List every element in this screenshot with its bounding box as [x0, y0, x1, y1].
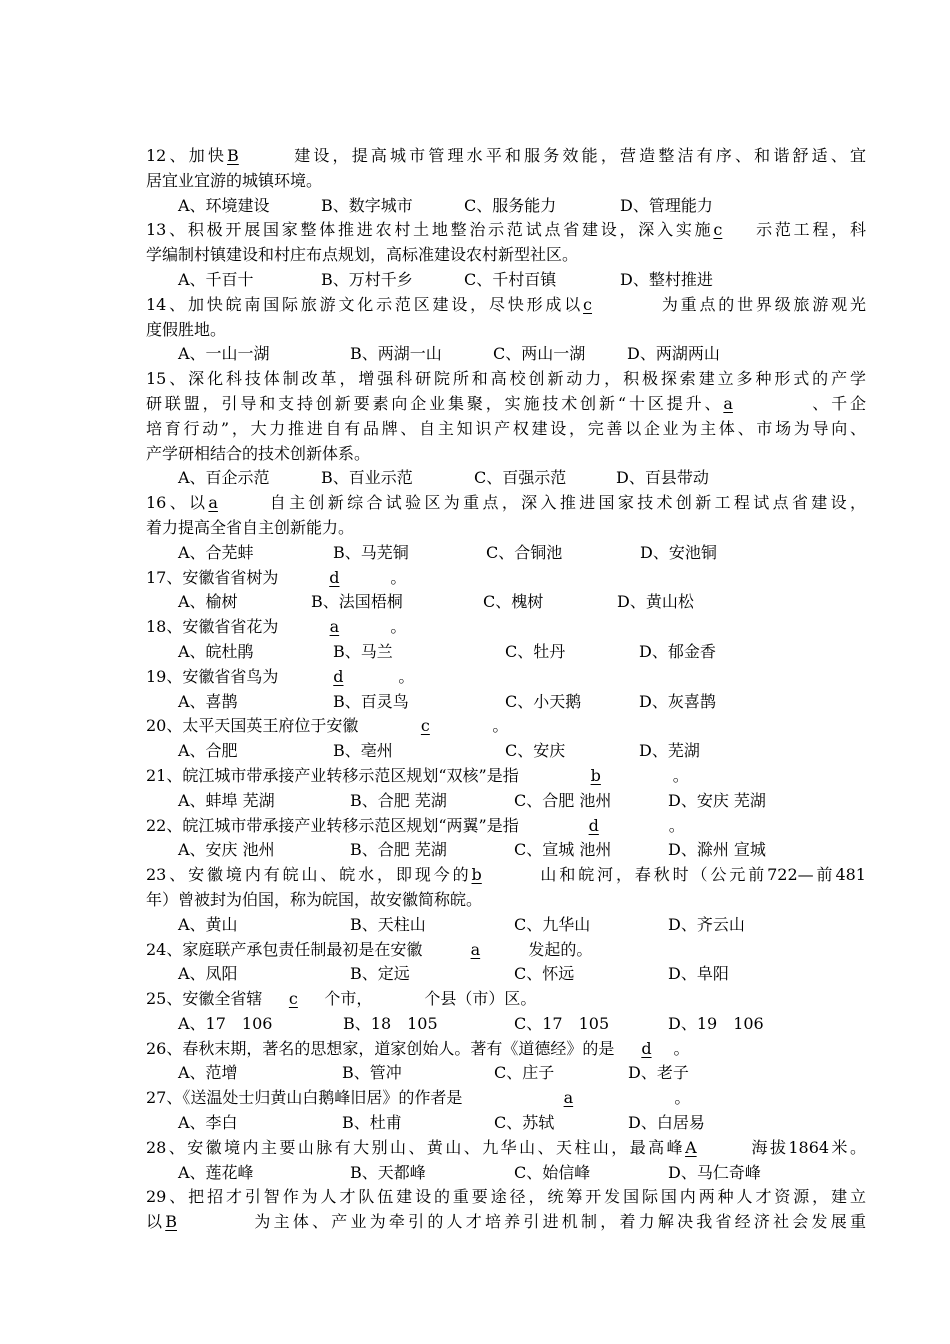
option-b: B、合肥 芜湖 — [350, 840, 447, 860]
question-text: 学编制村镇建设和村庄布点规划，高标准建设农村新型社区。 — [146, 245, 579, 265]
option-a: A、喜鹊 — [178, 691, 238, 711]
option-c: C、合肥 池州 — [514, 790, 612, 810]
option-a: A、李白 — [178, 1113, 238, 1133]
option-c: C、安庆 — [505, 741, 566, 761]
question-text: 年）曾被封为伯国，称为皖国，故安徽简称皖。 — [146, 889, 483, 909]
option-b: B、百业示范 — [321, 468, 413, 488]
options-row — [146, 913, 866, 938]
question-20 — [146, 714, 866, 764]
question-text: 。 — [668, 815, 685, 835]
option-b: B、亳州 — [333, 741, 393, 761]
option-c: C、庄子 — [494, 1063, 555, 1083]
option-d: D、两湖两山 — [627, 344, 720, 364]
option-d: D、马仁奇峰 — [668, 1162, 761, 1182]
option-d: D、黄山松 — [617, 592, 694, 612]
question-text: 14、加快皖南国际旅游文化示范区建设，尽快形成以 — [146, 294, 584, 314]
question-text: 着力提高全省自主创新能力。 — [146, 517, 355, 537]
question-text: 自主创新综合试验区为重点，深入推进国家技术创新工程试点省建设， — [266, 493, 866, 513]
option-d: D、齐云山 — [668, 914, 745, 934]
option-c: C、宣城 池州 — [514, 840, 612, 860]
option-a: A、环境建设 — [178, 195, 270, 215]
question-text: 个市， — [324, 989, 373, 1009]
question-text: 为主体、产业为牵引的人才培养引进机制，着力解决我省经济社会发展重 — [251, 1212, 866, 1232]
option-b: B、杜甫 — [342, 1113, 402, 1133]
answer-blank: a — [563, 1088, 574, 1108]
question-text: 13、积极开展国家整体推进农村土地整治示范试点省建设，深入实施 — [146, 220, 714, 240]
options-row — [146, 194, 866, 219]
option-d: D、老子 — [628, 1063, 689, 1083]
options-row — [146, 640, 866, 665]
answer-blank: B — [165, 1212, 177, 1232]
question-text: 、千企 — [809, 393, 866, 413]
question-text: 。 — [673, 1038, 690, 1058]
option-c: C、合铜池 — [486, 542, 563, 562]
question-17 — [146, 566, 866, 616]
option-c: C、千村百镇 — [464, 269, 557, 289]
answer-blank: B — [227, 146, 239, 165]
question-29 — [146, 1185, 866, 1235]
option-d: D、百县带动 — [616, 468, 709, 488]
option-a: A、17 106 — [178, 1013, 273, 1033]
option-d: D、安池铜 — [640, 542, 717, 562]
options-row — [146, 590, 866, 615]
question-text: 12、加快 — [146, 146, 228, 165]
option-b: B、两湖一山 — [350, 344, 442, 364]
option-d: D、滁州 宣城 — [668, 840, 766, 860]
question-text: 21、皖江城市带承接产业转移示范区规划“双核”是指 — [146, 765, 519, 785]
option-d: D、阜阳 — [668, 964, 729, 984]
option-a: A、皖杜鹃 — [178, 641, 254, 661]
question-28 — [146, 1136, 866, 1186]
option-b: B、天都峰 — [350, 1162, 426, 1182]
option-c: C、槐树 — [483, 592, 544, 612]
options-row — [146, 962, 866, 987]
option-a: A、千百十 — [178, 269, 254, 289]
answer-blank: c — [288, 989, 298, 1009]
question-text: 23、安徽境内有皖山、皖水，即现今的 — [146, 865, 472, 885]
question-15 — [146, 367, 866, 491]
option-b: B、百灵鸟 — [333, 691, 409, 711]
option-c: C、百强示范 — [474, 468, 567, 488]
option-c: C、小天鹅 — [505, 691, 582, 711]
option-d: D、芜湖 — [639, 741, 700, 761]
option-b: B、管冲 — [342, 1063, 402, 1083]
options-row — [146, 838, 866, 863]
option-a: A、黄山 — [178, 914, 238, 934]
options-row — [146, 690, 866, 715]
question-text: 山和皖河，春秋时（公元前722—前481 — [537, 865, 866, 885]
answer-blank: d — [333, 666, 344, 686]
option-d: D、19 106 — [668, 1013, 764, 1033]
question-13 — [146, 218, 866, 292]
option-c: C、17 105 — [514, 1013, 610, 1033]
option-c: C、九华山 — [514, 914, 591, 934]
answer-blank: a — [723, 393, 733, 413]
question-text: 示范工程，科 — [753, 220, 866, 240]
answer-blank: b — [590, 765, 601, 785]
question-23 — [146, 863, 866, 937]
question-text: 。 — [672, 765, 689, 785]
answer-blank: d — [641, 1038, 652, 1058]
option-b: B、天柱山 — [350, 914, 426, 934]
option-d: D、灰喜鹊 — [639, 691, 716, 711]
question-text: 为重点的世界级旅游观光 — [659, 294, 866, 314]
question-18 — [146, 615, 866, 665]
question-text: 发起的。 — [528, 939, 593, 959]
question-text: 产学研相结合的技术创新体系。 — [146, 443, 371, 463]
question-text: 29、把招才引智作为人才队伍建设的重要途径，统筹开发国际国内两种人才资源，建立 — [146, 1187, 866, 1207]
options-row — [146, 739, 866, 764]
option-b: B、定远 — [350, 964, 410, 984]
option-a: A、百企示范 — [178, 468, 270, 488]
option-a: A、一山一湖 — [178, 344, 270, 364]
option-b: B、合肥 芜湖 — [350, 790, 447, 810]
document-page — [146, 144, 866, 1235]
option-b: B、数字城市 — [321, 195, 413, 215]
option-b: B、马芜铜 — [333, 542, 409, 562]
option-b: B、马兰 — [333, 641, 393, 661]
option-a: A、合肥 — [178, 741, 238, 761]
question-text: 居宜业宜游的城镇环境。 — [146, 170, 323, 190]
question-26 — [146, 1037, 866, 1087]
option-c: C、始信峰 — [514, 1162, 591, 1182]
answer-blank: d — [588, 815, 599, 835]
options-row — [146, 268, 866, 293]
options-row — [146, 1111, 866, 1136]
question-text: 。 — [398, 666, 415, 686]
question-text: 研联盟，引导和支持创新要素向企业集聚，实施技术创新“十区提升、 — [146, 393, 724, 413]
options-row — [146, 1061, 866, 1086]
option-c: C、苏轼 — [494, 1113, 555, 1133]
option-c: C、牡丹 — [505, 641, 566, 661]
answer-blank: b — [471, 865, 482, 885]
question-27 — [146, 1086, 866, 1136]
question-24 — [146, 938, 866, 988]
options-row — [146, 342, 866, 367]
question-22 — [146, 814, 866, 864]
options-row — [146, 1012, 866, 1037]
option-d: D、郁金香 — [639, 641, 716, 661]
question-text: 20、太平天国英王府位于安徽 — [146, 716, 359, 736]
question-12 — [146, 144, 866, 218]
option-b: B、万村千乡 — [321, 269, 413, 289]
question-text: 18、安徽省省花为 — [146, 617, 279, 637]
option-c: C、两山一湖 — [493, 344, 586, 364]
question-text: 15、深化科技体制改革，增强科研院所和高校创新动力，积极探索建立多种形式的产学 — [146, 369, 866, 389]
answer-blank: c — [420, 716, 430, 736]
question-text: 以 — [146, 1212, 166, 1232]
question-text: 个县（市）区。 — [424, 989, 537, 1009]
question-text: 。 — [492, 716, 509, 736]
question-text: 27、《送温处士归黄山白鹅峰旧居》的作者是 — [146, 1088, 463, 1108]
answer-blank: c — [713, 220, 723, 240]
answer-blank: a — [329, 617, 340, 637]
question-text: 。 — [390, 567, 407, 587]
option-d: D、管理能力 — [620, 195, 713, 215]
question-text: 28、安徽境内主要山脉有大别山、黄山、九华山、天柱山，最高峰 — [146, 1137, 686, 1157]
option-a: A、安庆 池州 — [178, 840, 275, 860]
option-a: A、范增 — [178, 1063, 238, 1083]
question-text: 17、安徽省省树为 — [146, 567, 279, 587]
question-text: 度假胜地。 — [146, 319, 227, 339]
options-row — [146, 466, 866, 491]
question-text: 24、家庭联产承包责任制最初是在安徽 — [146, 939, 423, 959]
question-19 — [146, 665, 866, 715]
question-text: 海拔1864米。 — [749, 1137, 866, 1157]
option-b: B、18 105 — [343, 1013, 438, 1033]
question-text: 19、安徽省省鸟为 — [146, 666, 279, 686]
question-text: 25、安徽全省辖 — [146, 989, 263, 1009]
options-row — [146, 541, 866, 566]
answer-blank: d — [329, 567, 340, 587]
question-16 — [146, 491, 866, 565]
option-a: A、榆树 — [178, 592, 238, 612]
option-a: A、合芜蚌 — [178, 542, 254, 562]
option-c: C、怀远 — [514, 964, 575, 984]
option-a: A、凤阳 — [178, 964, 238, 984]
option-b: B、法国梧桐 — [311, 592, 403, 612]
question-text: 培育行动”，大力推进自有品牌、自主知识产权建设，完善以企业为主体、市场为导向、 — [146, 418, 866, 438]
option-a: A、蚌埠 芜湖 — [178, 790, 275, 810]
answer-blank: a — [470, 939, 481, 959]
question-21 — [146, 764, 866, 814]
question-25 — [146, 987, 866, 1037]
question-14 — [146, 293, 866, 367]
question-text: 。 — [390, 617, 407, 637]
question-text: 22、皖江城市带承接产业转移示范区规划“两翼”是指 — [146, 815, 519, 835]
option-a: A、莲花峰 — [178, 1162, 254, 1182]
option-d: D、白居易 — [628, 1113, 705, 1133]
question-text: 16、以 — [146, 493, 209, 513]
answer-blank: a — [208, 493, 218, 513]
option-d: D、安庆 芜湖 — [668, 790, 766, 810]
options-row — [146, 789, 866, 814]
question-text: 。 — [674, 1088, 691, 1108]
options-row — [146, 1161, 866, 1186]
option-d: D、整村推进 — [620, 269, 713, 289]
question-text: 26、春秋末期，著名的思想家，道家创始人。著有《道德经》的是 — [146, 1038, 620, 1058]
option-c: C、服务能力 — [464, 195, 557, 215]
answer-blank: c — [583, 294, 593, 314]
question-text: 建设，提高城市管理水平和服务效能，营造整洁有序、和谐舒适、宜 — [291, 146, 866, 165]
answer-blank: A — [685, 1137, 697, 1157]
